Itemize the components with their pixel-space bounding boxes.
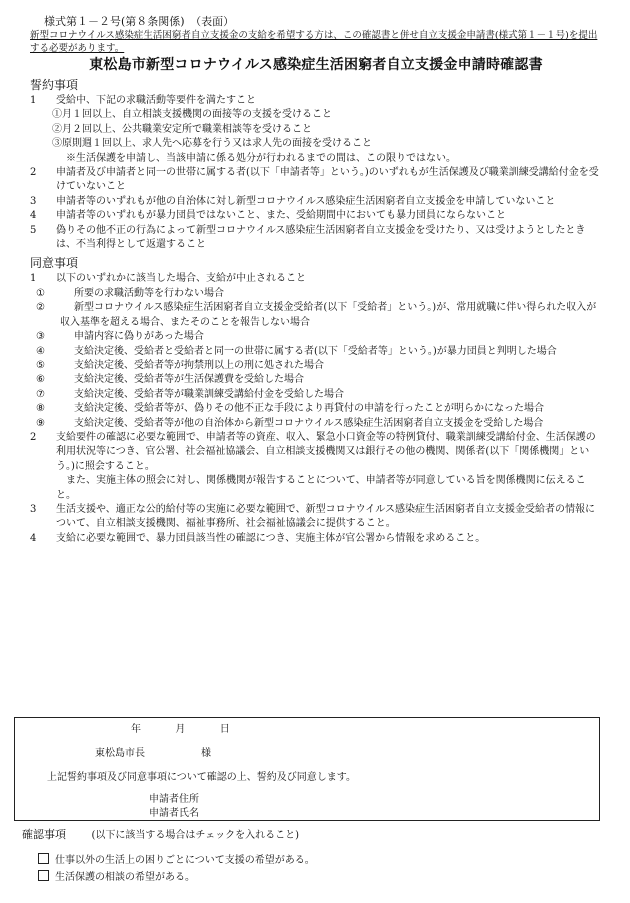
date-month-label: 月 — [175, 724, 186, 735]
consent-heading: 同意事項 — [30, 256, 79, 271]
consent-subitem-text: 申請内容に偽りがあった場合 — [74, 331, 204, 343]
consent-subitem — [30, 373, 602, 387]
pledge-item — [52, 137, 602, 151]
pledge-item-number: 1 — [30, 95, 37, 106]
consent-subitem — [30, 388, 602, 402]
pledge-item-number: 2 — [30, 167, 37, 179]
consent-item-1 — [30, 272, 602, 286]
checkbox[interactable] — [38, 870, 49, 881]
confirm-hint: (以下に該当する場合はチェックを入れること) — [91, 830, 300, 841]
submission-notice: 新型コロナウイルス感染症生活困窮者自立支援金の支給を希望する方は、この確認書と併せ自立支援金申請書(様式第１－１号)を提出する必要があります。 — [30, 30, 598, 54]
pledge-item-text: ③原則週１回以上、求人先へ応募を行う又は求人先の面接を受けること — [52, 138, 372, 150]
consent-subitem — [30, 402, 602, 416]
consent-item-number: 3 — [30, 503, 37, 515]
date-year-label: 年 — [131, 724, 141, 735]
consent-item-text: 以下のいずれかに該当した場合、支給が中止されること — [56, 273, 306, 285]
consent-item-text: また、実施主体の照会に対し、関係機関が報告することについて、申請者等が同意している旨を関係機関に伝えること。 — [56, 475, 586, 501]
consent-subitem-text: 支給決定後、受給者等が他の自治体から新型コロナウイルス感染症生活困窮者自立支援金を受給した場合 — [74, 417, 544, 429]
consent-item-number: 4 — [30, 532, 37, 544]
pledge-heading: 誓約事項 — [30, 78, 79, 92]
pledge-item-text: ②月２回以上、公共職業安定所で職業相談等を受けること — [52, 123, 312, 135]
consent-subitem-text: 支給決定後、受給者と受給者と同一の世帯に属する者(以下「受給者等」という。)が暴力団員と判明した場合 — [74, 345, 557, 357]
consent-subitem-number: ⑦ — [36, 388, 45, 400]
consent-subitem-number: ① — [36, 287, 45, 299]
consent-subitem — [30, 359, 602, 373]
signature-box — [14, 717, 600, 821]
pledge-list — [30, 94, 602, 252]
agreement-statement: 上記誓約事項及び同意事項について確認の上、誓約及び同意します。 — [47, 772, 356, 783]
consent-subitem — [30, 287, 602, 301]
consent-subitem-number: ⑥ — [36, 374, 45, 386]
consent-subitem — [30, 301, 602, 330]
pledge-item-text: 申請者等のいずれもが暴力団員ではないこと、また、受給期間中においても暴力団員にならないこと — [56, 210, 506, 222]
pledge-item — [52, 108, 602, 122]
consent-subitem-number: ③ — [36, 331, 45, 343]
mayor-addressee: 東松島市長 — [95, 748, 145, 759]
pledge-item-text: 偽りその他不正の行為によって新型コロナウイルス感染症生活困窮者自立支援金を受けたり、又は受けようとしたときは、不当利得として返還すること — [56, 224, 586, 251]
pledge-item-number: 4 — [30, 210, 37, 222]
checkbox[interactable] — [38, 853, 49, 864]
consent-subitem-text: 所要の求職活動等を行わない場合 — [74, 287, 224, 299]
consent-subitem-number: ⑨ — [36, 417, 45, 429]
pledge-item — [30, 166, 602, 195]
checkbox-label: 生活保護の相談の希望がある。 — [55, 872, 195, 883]
consent-subitem — [30, 417, 602, 431]
pledge-item-number: 3 — [30, 195, 37, 207]
consent-sublist — [30, 287, 602, 431]
consent-item-text: 生活支援や、適正な公的給付等の実施に必要な範囲で、新型コロナウイルス感染症生活困窮者自立支援金受給者の情報について、自立相談支援機関、福祉事務所、社会福祉協議会に提供すること。 — [56, 503, 595, 530]
document — [30, 14, 602, 546]
consent-subitem-number: ② — [36, 302, 45, 314]
consent-subitem — [30, 330, 602, 344]
pledge-item — [30, 195, 602, 209]
applicant-address-field[interactable]: 申請者住所 — [149, 794, 199, 805]
pledge-item — [30, 94, 602, 108]
page-title: 東松島市新型コロナウイルス感染症生活困窮者自立支援金申請時確認書 — [89, 57, 543, 73]
consent-subitem-number: ④ — [36, 345, 45, 357]
pledge-item — [66, 152, 602, 166]
consent-subitem-text: 新型コロナウイルス感染症生活困窮者自立支援金受給者(以下「受給者」という。)が、常用就職に伴い得られた収入が収入基準を超える場合、またそのことを報告しない場合 — [60, 302, 597, 328]
consent-item-number: 2 — [30, 431, 37, 443]
welfare-check-row[interactable] — [38, 868, 195, 883]
form-number: 様式第１－２号(第８条関係) （表面） — [44, 15, 235, 28]
consent-item-2 — [30, 431, 602, 474]
consent-subitem-text: 支給決定後、受給者等が、偽りその他不正な手段により再貸付の申請を行ったことが明らかになった場合 — [74, 403, 544, 415]
pledge-item — [30, 209, 602, 223]
pledge-item-text: 受給中、下記の求職活動等要件を満たすこと — [56, 95, 256, 106]
consent-subitem-text: 支給決定後、受給者等が拘禁刑以上の刑に処された場合 — [74, 359, 324, 371]
applicant-name-field[interactable]: 申請者氏名 — [149, 808, 199, 819]
consent-item-3 — [30, 503, 602, 532]
pledge-item-number: 5 — [30, 224, 37, 236]
pledge-item — [30, 224, 602, 253]
pledge-item — [52, 123, 602, 137]
checkbox-label: 仕事以外の生活上の困りごとについて支援の希望がある。 — [55, 855, 315, 866]
pledge-item-text: 申請者及び申請者と同一の世帯に属する者(以下「申請者等」という。)のいずれもが生活保護及び職業訓練受講給付金を受けていないこと — [56, 167, 599, 193]
pledge-item-text: ①月１回以上、自立相談支援機関の面接等の支援を受けること — [52, 109, 332, 121]
consent-subitem-text: 支給決定後、受給者等が生活保護費を受給した場合 — [74, 374, 304, 386]
support-check-row[interactable] — [38, 851, 315, 866]
confirm-title: 確認事項 — [22, 828, 66, 841]
pledge-item-text: ※生活保護を申請し、当該申請に係る処分が行われるまでの間は、この限りではない。 — [66, 152, 456, 164]
consent-item-number: 1 — [30, 273, 37, 285]
consent-subitem — [30, 345, 602, 359]
confirm-heading — [22, 826, 299, 842]
consent-item-4 — [30, 532, 602, 546]
honorific: 様 — [201, 748, 211, 759]
consent-subitem-text: 支給決定後、受給者等が職業訓練受講給付金を受給した場合 — [74, 388, 344, 400]
pledge-item-text: 申請者等のいずれもが他の自治体に対し新型コロナウイルス感染症生活困窮者自立支援金を申請していないこと — [56, 195, 556, 207]
consent-item-text: 支給に必要な範囲で、暴力団員該当性の確認につき、実施主体が官公署から情報を求めること。 — [56, 532, 486, 544]
consent-item-2b — [30, 474, 602, 503]
date-line — [131, 720, 230, 735]
date-day-label: 日 — [219, 724, 230, 735]
consent-subitem-number: ⑧ — [36, 403, 45, 415]
consent-item-text: 支給要件の確認に必要な範囲で、申請者等の資産、収入、緊急小口資金等の特例貸付、職業訓練受講給付金、生活保護の利用状況等につき、官公署、社会福祉協議会、自立相談支援機関又は銀行その他の機関、関係者(以下「関係機関」という。)に照会すること。 — [56, 431, 596, 472]
consent-subitem-number: ⑤ — [36, 359, 45, 371]
